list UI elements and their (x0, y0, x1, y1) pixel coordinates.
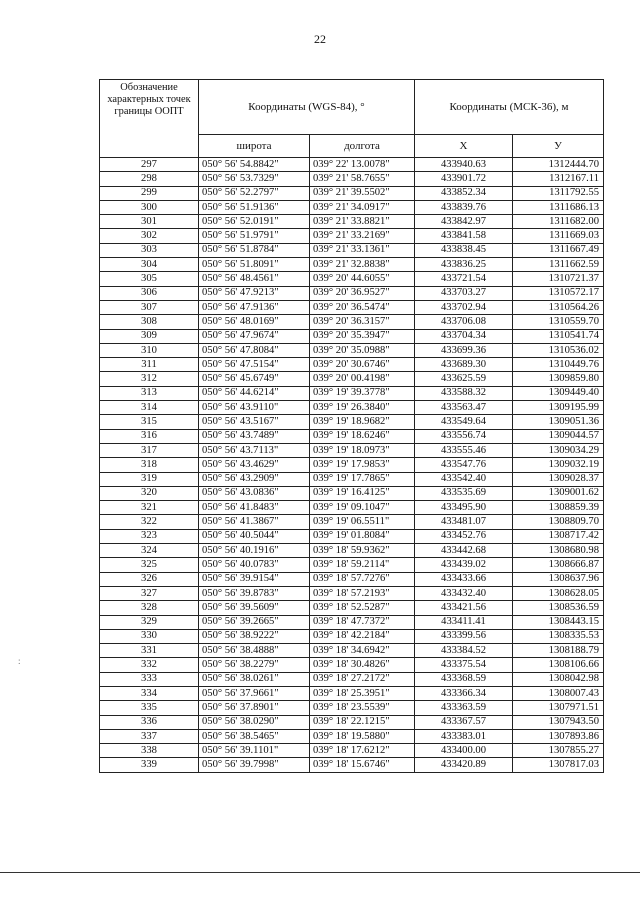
longitude-cell: 039° 18' 47.7372" (310, 615, 415, 629)
point-number-cell: 297 (100, 158, 199, 172)
latitude-cell: 050° 56' 39.8783" (199, 586, 310, 600)
longitude-cell: 039° 20' 30.6746" (310, 358, 415, 372)
point-number-cell: 309 (100, 329, 199, 343)
x-cell: 433940.63 (415, 158, 513, 172)
latitude-cell: 050° 56' 47.9213" (199, 286, 310, 300)
table-row (100, 558, 604, 572)
latitude-cell: 050° 56' 38.2279" (199, 658, 310, 672)
x-cell: 433704.34 (415, 329, 513, 343)
x-cell: 433433.66 (415, 572, 513, 586)
x-cell: 433400.00 (415, 744, 513, 758)
x-cell: 433839.76 (415, 200, 513, 214)
point-number-cell: 339 (100, 758, 199, 772)
x-cell: 433841.58 (415, 229, 513, 243)
point-number-cell: 334 (100, 686, 199, 700)
point-number-cell: 312 (100, 372, 199, 386)
table-row (100, 415, 604, 429)
x-cell: 433375.54 (415, 658, 513, 672)
latitude-cell: 050° 56' 39.5609" (199, 601, 310, 615)
longitude-cell: 039° 19' 17.9853" (310, 458, 415, 472)
point-number-cell: 333 (100, 672, 199, 686)
point-number-cell: 310 (100, 343, 199, 357)
y-cell: 1311667.49 (513, 243, 604, 257)
x-cell: 433702.94 (415, 300, 513, 314)
y-cell: 1310572.17 (513, 286, 604, 300)
latitude-cell: 050° 56' 53.7329" (199, 172, 310, 186)
table-row (100, 615, 604, 629)
header-longitude: долгота (310, 135, 415, 158)
y-cell: 1307893.86 (513, 729, 604, 743)
point-number-cell: 302 (100, 229, 199, 243)
longitude-cell: 039° 18' 52.5287" (310, 601, 415, 615)
y-cell: 1309034.29 (513, 443, 604, 457)
point-number-cell: 299 (100, 186, 199, 200)
latitude-cell: 050° 56' 47.8084" (199, 343, 310, 357)
latitude-cell: 050° 56' 40.1916" (199, 544, 310, 558)
header-latitude: широта (199, 135, 310, 158)
table-row (100, 758, 604, 772)
y-cell: 1310541.74 (513, 329, 604, 343)
x-cell: 433836.25 (415, 258, 513, 272)
longitude-cell: 039° 20' 36.3157" (310, 315, 415, 329)
longitude-cell: 039° 21' 58.7655" (310, 172, 415, 186)
y-cell: 1308106.66 (513, 658, 604, 672)
x-cell: 433535.69 (415, 486, 513, 500)
y-cell: 1307943.50 (513, 715, 604, 729)
x-cell: 433555.46 (415, 443, 513, 457)
longitude-cell: 039° 21' 39.5502" (310, 186, 415, 200)
point-number-cell: 328 (100, 601, 199, 615)
point-number-cell: 301 (100, 215, 199, 229)
longitude-cell: 039° 20' 00.4198" (310, 372, 415, 386)
table-row (100, 486, 604, 500)
table-row (100, 272, 604, 286)
table-row (100, 701, 604, 715)
y-cell: 1309044.57 (513, 429, 604, 443)
latitude-cell: 050° 56' 48.0169" (199, 315, 310, 329)
point-number-cell: 335 (100, 701, 199, 715)
table-row (100, 686, 604, 700)
longitude-cell: 039° 19' 06.5511" (310, 515, 415, 529)
header-wgs84-coordinates: Координаты (WGS-84), ° (199, 80, 415, 135)
longitude-cell: 039° 21' 33.8821" (310, 215, 415, 229)
table-row (100, 343, 604, 357)
table-row (100, 329, 604, 343)
latitude-cell: 050° 56' 37.8901" (199, 701, 310, 715)
y-cell: 1310559.70 (513, 315, 604, 329)
table-row (100, 744, 604, 758)
longitude-cell: 039° 20' 36.9527" (310, 286, 415, 300)
latitude-cell: 050° 56' 43.0836" (199, 486, 310, 500)
longitude-cell: 039° 18' 27.2172" (310, 672, 415, 686)
latitude-cell: 050° 56' 39.9154" (199, 572, 310, 586)
y-cell: 1309001.62 (513, 486, 604, 500)
y-cell: 1308809.70 (513, 515, 604, 529)
y-cell: 1308859.39 (513, 501, 604, 515)
x-cell: 433852.34 (415, 186, 513, 200)
latitude-cell: 050° 56' 47.5154" (199, 358, 310, 372)
table-row (100, 429, 604, 443)
y-cell: 1308443.15 (513, 615, 604, 629)
x-cell: 433432.40 (415, 586, 513, 600)
latitude-cell: 050° 56' 52.2797" (199, 186, 310, 200)
x-cell: 433842.97 (415, 215, 513, 229)
y-cell: 1309051.36 (513, 415, 604, 429)
y-cell: 1310536.02 (513, 343, 604, 357)
table-body (100, 158, 604, 773)
table-row (100, 672, 604, 686)
longitude-cell: 039° 18' 57.2193" (310, 586, 415, 600)
table-row (100, 158, 604, 172)
longitude-cell: 039° 18' 59.9362" (310, 544, 415, 558)
latitude-cell: 050° 56' 39.2665" (199, 615, 310, 629)
table-row (100, 658, 604, 672)
x-cell: 433901.72 (415, 172, 513, 186)
y-cell: 1309028.37 (513, 472, 604, 486)
y-cell: 1310721.37 (513, 272, 604, 286)
longitude-cell: 039° 21' 32.8838" (310, 258, 415, 272)
header-msk36-coordinates: Координаты (МСК-36), м (415, 80, 604, 135)
table-row (100, 515, 604, 529)
table-row (100, 186, 604, 200)
y-cell: 1308628.05 (513, 586, 604, 600)
point-number-cell: 331 (100, 644, 199, 658)
x-cell: 433542.40 (415, 472, 513, 486)
x-cell: 433383.01 (415, 729, 513, 743)
latitude-cell: 050° 56' 43.9110" (199, 401, 310, 415)
table-row (100, 300, 604, 314)
latitude-cell: 050° 56' 43.2909" (199, 472, 310, 486)
x-cell: 433411.41 (415, 615, 513, 629)
point-number-cell: 308 (100, 315, 199, 329)
longitude-cell: 039° 18' 59.2114" (310, 558, 415, 572)
header-point-designation: Обозначение характерных точек границы ООПТ (100, 80, 199, 158)
latitude-cell: 050° 56' 43.7489" (199, 429, 310, 443)
table-row (100, 358, 604, 372)
longitude-cell: 039° 18' 17.6212" (310, 744, 415, 758)
y-cell: 1310449.76 (513, 358, 604, 372)
longitude-cell: 039° 19' 18.0973" (310, 443, 415, 457)
x-cell: 433588.32 (415, 386, 513, 400)
coordinates-table (99, 79, 604, 773)
latitude-cell: 050° 56' 54.8842" (199, 158, 310, 172)
longitude-cell: 039° 22' 13.0078" (310, 158, 415, 172)
point-number-cell: 330 (100, 629, 199, 643)
x-cell: 433556.74 (415, 429, 513, 443)
x-cell: 433563.47 (415, 401, 513, 415)
point-number-cell: 320 (100, 486, 199, 500)
point-number-cell: 303 (100, 243, 199, 257)
longitude-cell: 039° 20' 35.3947" (310, 329, 415, 343)
table-row (100, 601, 604, 615)
latitude-cell: 050° 56' 43.4629" (199, 458, 310, 472)
x-cell: 433442.68 (415, 544, 513, 558)
x-cell: 433439.02 (415, 558, 513, 572)
y-cell: 1308717.42 (513, 529, 604, 543)
x-cell: 433452.76 (415, 529, 513, 543)
latitude-cell: 050° 56' 41.3867" (199, 515, 310, 529)
longitude-cell: 039° 18' 15.6746" (310, 758, 415, 772)
longitude-cell: 039° 18' 25.3951" (310, 686, 415, 700)
y-cell: 1311669.03 (513, 229, 604, 243)
y-cell: 1308680.98 (513, 544, 604, 558)
y-cell: 1311682.00 (513, 215, 604, 229)
point-number-cell: 329 (100, 615, 199, 629)
longitude-cell: 039° 18' 57.7276" (310, 572, 415, 586)
y-cell: 1312167.11 (513, 172, 604, 186)
latitude-cell: 050° 56' 38.0290" (199, 715, 310, 729)
y-cell: 1308007.43 (513, 686, 604, 700)
header-x: X (415, 135, 513, 158)
latitude-cell: 050° 56' 38.0261" (199, 672, 310, 686)
latitude-cell: 050° 56' 47.9136" (199, 300, 310, 314)
point-number-cell: 316 (100, 429, 199, 443)
x-cell: 433547.76 (415, 458, 513, 472)
point-number-cell: 321 (100, 501, 199, 515)
y-cell: 1311662.59 (513, 258, 604, 272)
latitude-cell: 050° 56' 51.9136" (199, 200, 310, 214)
longitude-cell: 039° 19' 39.3778" (310, 386, 415, 400)
latitude-cell: 050° 56' 47.9674" (199, 329, 310, 343)
longitude-cell: 039° 19' 09.1047" (310, 501, 415, 515)
longitude-cell: 039° 20' 44.6055" (310, 272, 415, 286)
table-row (100, 544, 604, 558)
x-cell: 433549.64 (415, 415, 513, 429)
table-row (100, 586, 604, 600)
x-cell: 433703.27 (415, 286, 513, 300)
y-cell: 1308042.98 (513, 672, 604, 686)
point-number-cell: 313 (100, 386, 199, 400)
table-row (100, 200, 604, 214)
table-row (100, 215, 604, 229)
longitude-cell: 039° 19' 17.7865" (310, 472, 415, 486)
y-cell: 1309449.40 (513, 386, 604, 400)
point-number-cell: 336 (100, 715, 199, 729)
y-cell: 1310564.26 (513, 300, 604, 314)
point-number-cell: 305 (100, 272, 199, 286)
y-cell: 1307855.27 (513, 744, 604, 758)
latitude-cell: 050° 56' 51.8091" (199, 258, 310, 272)
latitude-cell: 050° 56' 44.6214" (199, 386, 310, 400)
margin-mark: : (18, 656, 21, 666)
longitude-cell: 039° 19' 26.3840" (310, 401, 415, 415)
y-cell: 1311792.55 (513, 186, 604, 200)
latitude-cell: 050° 56' 41.8483" (199, 501, 310, 515)
point-number-cell: 306 (100, 286, 199, 300)
latitude-cell: 050° 56' 39.7998" (199, 758, 310, 772)
table-row (100, 472, 604, 486)
point-number-cell: 327 (100, 586, 199, 600)
table-row (100, 229, 604, 243)
latitude-cell: 050° 56' 38.5465" (199, 729, 310, 743)
point-number-cell: 319 (100, 472, 199, 486)
y-cell: 1309859.80 (513, 372, 604, 386)
table-row (100, 458, 604, 472)
y-cell: 1308536.59 (513, 601, 604, 615)
latitude-cell: 050° 56' 43.5167" (199, 415, 310, 429)
y-cell: 1307971.51 (513, 701, 604, 715)
bottom-rule (0, 872, 640, 873)
point-number-cell: 314 (100, 401, 199, 415)
x-cell: 433399.56 (415, 629, 513, 643)
page-number: 22 (314, 32, 326, 46)
table-row (100, 243, 604, 257)
x-cell: 433420.89 (415, 758, 513, 772)
point-number-cell: 332 (100, 658, 199, 672)
x-cell: 433384.52 (415, 644, 513, 658)
longitude-cell: 039° 19' 01.8084" (310, 529, 415, 543)
latitude-cell: 050° 56' 45.6749" (199, 372, 310, 386)
x-cell: 433481.07 (415, 515, 513, 529)
table-row (100, 172, 604, 186)
y-cell: 1308335.53 (513, 629, 604, 643)
table-row (100, 315, 604, 329)
x-cell: 433721.54 (415, 272, 513, 286)
table-header (100, 80, 604, 158)
table-row (100, 286, 604, 300)
y-cell: 1309195.99 (513, 401, 604, 415)
latitude-cell: 050° 56' 37.9661" (199, 686, 310, 700)
longitude-cell: 039° 21' 34.0917" (310, 200, 415, 214)
x-cell: 433495.90 (415, 501, 513, 515)
table-row (100, 644, 604, 658)
table-row (100, 401, 604, 415)
table-row (100, 501, 604, 515)
point-number-cell: 298 (100, 172, 199, 186)
point-number-cell: 326 (100, 572, 199, 586)
y-cell: 1309032.19 (513, 458, 604, 472)
table-row (100, 372, 604, 386)
x-cell: 433367.57 (415, 715, 513, 729)
longitude-cell: 039° 20' 35.0988" (310, 343, 415, 357)
point-number-cell: 300 (100, 200, 199, 214)
y-cell: 1312444.70 (513, 158, 604, 172)
y-cell: 1308666.87 (513, 558, 604, 572)
x-cell: 433368.59 (415, 672, 513, 686)
y-cell: 1308188.79 (513, 644, 604, 658)
point-number-cell: 337 (100, 729, 199, 743)
x-cell: 433706.08 (415, 315, 513, 329)
point-number-cell: 323 (100, 529, 199, 543)
y-cell: 1311686.13 (513, 200, 604, 214)
latitude-cell: 050° 56' 48.4561" (199, 272, 310, 286)
table-row (100, 715, 604, 729)
x-cell: 433699.36 (415, 343, 513, 357)
latitude-cell: 050° 56' 52.0191" (199, 215, 310, 229)
x-cell: 433838.45 (415, 243, 513, 257)
point-number-cell: 322 (100, 515, 199, 529)
longitude-cell: 039° 18' 34.6942" (310, 644, 415, 658)
latitude-cell: 050° 56' 39.1101" (199, 744, 310, 758)
longitude-cell: 039° 18' 19.5880" (310, 729, 415, 743)
point-number-cell: 304 (100, 258, 199, 272)
table-row (100, 529, 604, 543)
longitude-cell: 039° 18' 42.2184" (310, 629, 415, 643)
longitude-cell: 039° 21' 33.1361" (310, 243, 415, 257)
latitude-cell: 050° 56' 38.4888" (199, 644, 310, 658)
table-row (100, 258, 604, 272)
point-number-cell: 318 (100, 458, 199, 472)
longitude-cell: 039° 20' 36.5474" (310, 300, 415, 314)
table-row (100, 729, 604, 743)
latitude-cell: 050° 56' 40.0783" (199, 558, 310, 572)
table-row (100, 386, 604, 400)
y-cell: 1308637.96 (513, 572, 604, 586)
longitude-cell: 039° 18' 30.4826" (310, 658, 415, 672)
table-row (100, 443, 604, 457)
x-cell: 433363.59 (415, 701, 513, 715)
x-cell: 433689.30 (415, 358, 513, 372)
table-row (100, 572, 604, 586)
point-number-cell: 338 (100, 744, 199, 758)
longitude-cell: 039° 18' 23.5539" (310, 701, 415, 715)
x-cell: 433421.56 (415, 601, 513, 615)
latitude-cell: 050° 56' 40.5044" (199, 529, 310, 543)
latitude-cell: 050° 56' 38.9222" (199, 629, 310, 643)
latitude-cell: 050° 56' 51.8784" (199, 243, 310, 257)
point-number-cell: 325 (100, 558, 199, 572)
longitude-cell: 039° 19' 16.4125" (310, 486, 415, 500)
x-cell: 433366.34 (415, 686, 513, 700)
latitude-cell: 050° 56' 51.9791" (199, 229, 310, 243)
longitude-cell: 039° 19' 18.6246" (310, 429, 415, 443)
longitude-cell: 039° 18' 22.1215" (310, 715, 415, 729)
x-cell: 433625.59 (415, 372, 513, 386)
latitude-cell: 050° 56' 43.7113" (199, 443, 310, 457)
point-number-cell: 317 (100, 443, 199, 457)
point-number-cell: 307 (100, 300, 199, 314)
table-row (100, 629, 604, 643)
point-number-cell: 311 (100, 358, 199, 372)
header-y: У (513, 135, 604, 158)
longitude-cell: 039° 19' 18.9682" (310, 415, 415, 429)
y-cell: 1307817.03 (513, 758, 604, 772)
longitude-cell: 039° 21' 33.2169" (310, 229, 415, 243)
point-number-cell: 315 (100, 415, 199, 429)
point-number-cell: 324 (100, 544, 199, 558)
